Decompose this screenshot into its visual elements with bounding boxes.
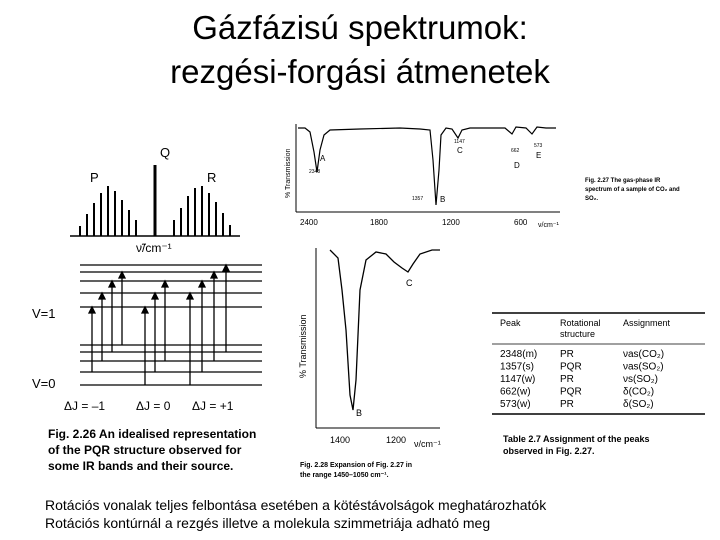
table-cell: δ(SO₂) <box>623 399 654 410</box>
ir-caption <box>585 178 680 202</box>
table-cell: 2348(m) <box>500 349 538 360</box>
ir-peak-d-value: 662 <box>511 148 520 154</box>
ir-peak-c: C <box>457 146 463 155</box>
arrow-head <box>99 293 105 299</box>
table-cell: PR <box>560 399 574 410</box>
r-branch-label: R <box>207 170 217 185</box>
note-line1: Rotációs vonalak teljes felbontása esetében a kötéstávolságok meghatározhatók <box>45 497 547 513</box>
exp-tick-1400: 1400 <box>330 435 351 445</box>
ir-peak-a: A <box>320 154 326 163</box>
p-branch-label: P <box>90 170 99 185</box>
pqr-axis-label: ν̃/cm⁻¹ <box>136 241 172 255</box>
pqr-caption-line2: of the PQR structure observed for <box>48 443 242 457</box>
arrow-head <box>199 281 205 287</box>
table-cell: 1147(w) <box>500 374 536 385</box>
assignment-table <box>492 313 705 456</box>
table-cell: νs(SO₂) <box>623 374 658 385</box>
table-body <box>500 349 664 410</box>
ir-tick-600: 600 <box>514 218 528 227</box>
pqr-caption-line1: Fig. 2.26 An idealised representation <box>48 427 257 441</box>
dj-zero-label: ΔJ = 0 <box>136 399 171 413</box>
table-cell: PR <box>560 349 574 360</box>
arrow-head <box>142 307 148 313</box>
ir-tick-1800: 1800 <box>370 218 388 227</box>
table-cell: 662(w) <box>500 386 531 398</box>
slide-title-line2: rezgési-forgási átmenetek <box>170 53 550 90</box>
table-cell: νas(CO₂) <box>623 349 665 360</box>
exp-tick-1200: 1200 <box>386 435 407 445</box>
table-cell: 1357(s) <box>500 361 534 373</box>
ir-y-label: % Transmission <box>285 148 292 198</box>
ir-caption-line3: SO₂. <box>585 196 599 202</box>
exp-x-unit: ν/cm⁻¹ <box>414 439 441 449</box>
exp-peak-b: B <box>356 408 363 418</box>
exp-caption-line1: Fig. 2.28 Expansion of Fig. 2.27 in <box>300 462 413 469</box>
slide-title-line1: Gázfázisú spektrumok: <box>192 9 528 46</box>
exp-spectrum-trace <box>330 250 440 410</box>
exp-caption-line2: the range 1450–1050 cm⁻¹. <box>300 472 389 479</box>
arrow-head <box>223 265 229 271</box>
arrow-head <box>187 293 193 299</box>
level-v0-label: V=0 <box>32 376 56 391</box>
dj-minus-label: ΔJ = –1 <box>64 399 106 413</box>
arrow-head <box>89 307 95 313</box>
ir-spectrum-figure <box>285 124 680 229</box>
table-cell: PQR <box>560 361 582 373</box>
dj-plus-label: ΔJ = +1 <box>192 399 234 413</box>
table-caption-line2: observed in Fig. 2.27. <box>503 446 595 456</box>
arrow-head <box>162 281 168 287</box>
ir-tick-2400: 2400 <box>300 218 318 227</box>
arrow-head <box>109 281 115 287</box>
table-cell: 573(w) <box>500 399 531 410</box>
transition-arrows <box>89 265 229 385</box>
table-cell: PR <box>560 374 574 385</box>
arrow-head <box>119 272 125 278</box>
exp-y-label: % Transmission <box>298 314 308 378</box>
table-caption <box>503 434 650 456</box>
ir-peak-e: E <box>536 151 542 160</box>
note-line2: Rotációs kontúrnál a rezgés illetve a molekula szimmetriája adható meg <box>45 515 491 531</box>
arrow-head <box>211 272 217 278</box>
ir-caption-line2: spectrum of a sample of CO₂ and <box>585 187 680 193</box>
ir-peak-e-value: 573 <box>534 143 543 149</box>
th-rotational: Rotational structure <box>560 318 601 339</box>
table-caption-line1: Table 2.7 Assignment of the peaks <box>503 434 650 444</box>
ir-tick-1200: 1200 <box>442 218 460 227</box>
ir-caption-line1: Fig. 2.27 The gas-phase IR <box>585 178 661 184</box>
th-peak: Peak <box>500 318 521 328</box>
ir-peak-a-value: 2348 <box>309 169 321 175</box>
energy-level-diagram <box>32 265 262 413</box>
ir-x-unit: ν/cm⁻¹ <box>538 222 559 229</box>
ir-peak-c-value: 1147 <box>454 139 465 145</box>
expansion-figure <box>298 248 441 479</box>
ir-peak-d: D <box>514 161 520 170</box>
q-branch-label: Q <box>160 145 171 160</box>
pqr-caption-line3: some IR bands and their source. <box>48 459 234 473</box>
ir-peak-b-value: 1357 <box>412 196 424 202</box>
th-assignment: Assignment <box>623 318 671 328</box>
table-cell: δ(CO₂) <box>623 386 655 398</box>
exp-caption <box>300 462 412 479</box>
pqr-caption <box>48 427 256 473</box>
table-cell: νas(SO₂) <box>623 361 664 373</box>
exp-peak-c: C <box>406 278 413 288</box>
ir-peak-b: B <box>440 195 446 204</box>
arrow-head <box>152 293 158 299</box>
level-v1-label: V=1 <box>32 306 56 321</box>
table-header <box>500 318 671 339</box>
table-cell: PQR <box>560 386 582 398</box>
pqr-spectrum <box>70 145 240 255</box>
